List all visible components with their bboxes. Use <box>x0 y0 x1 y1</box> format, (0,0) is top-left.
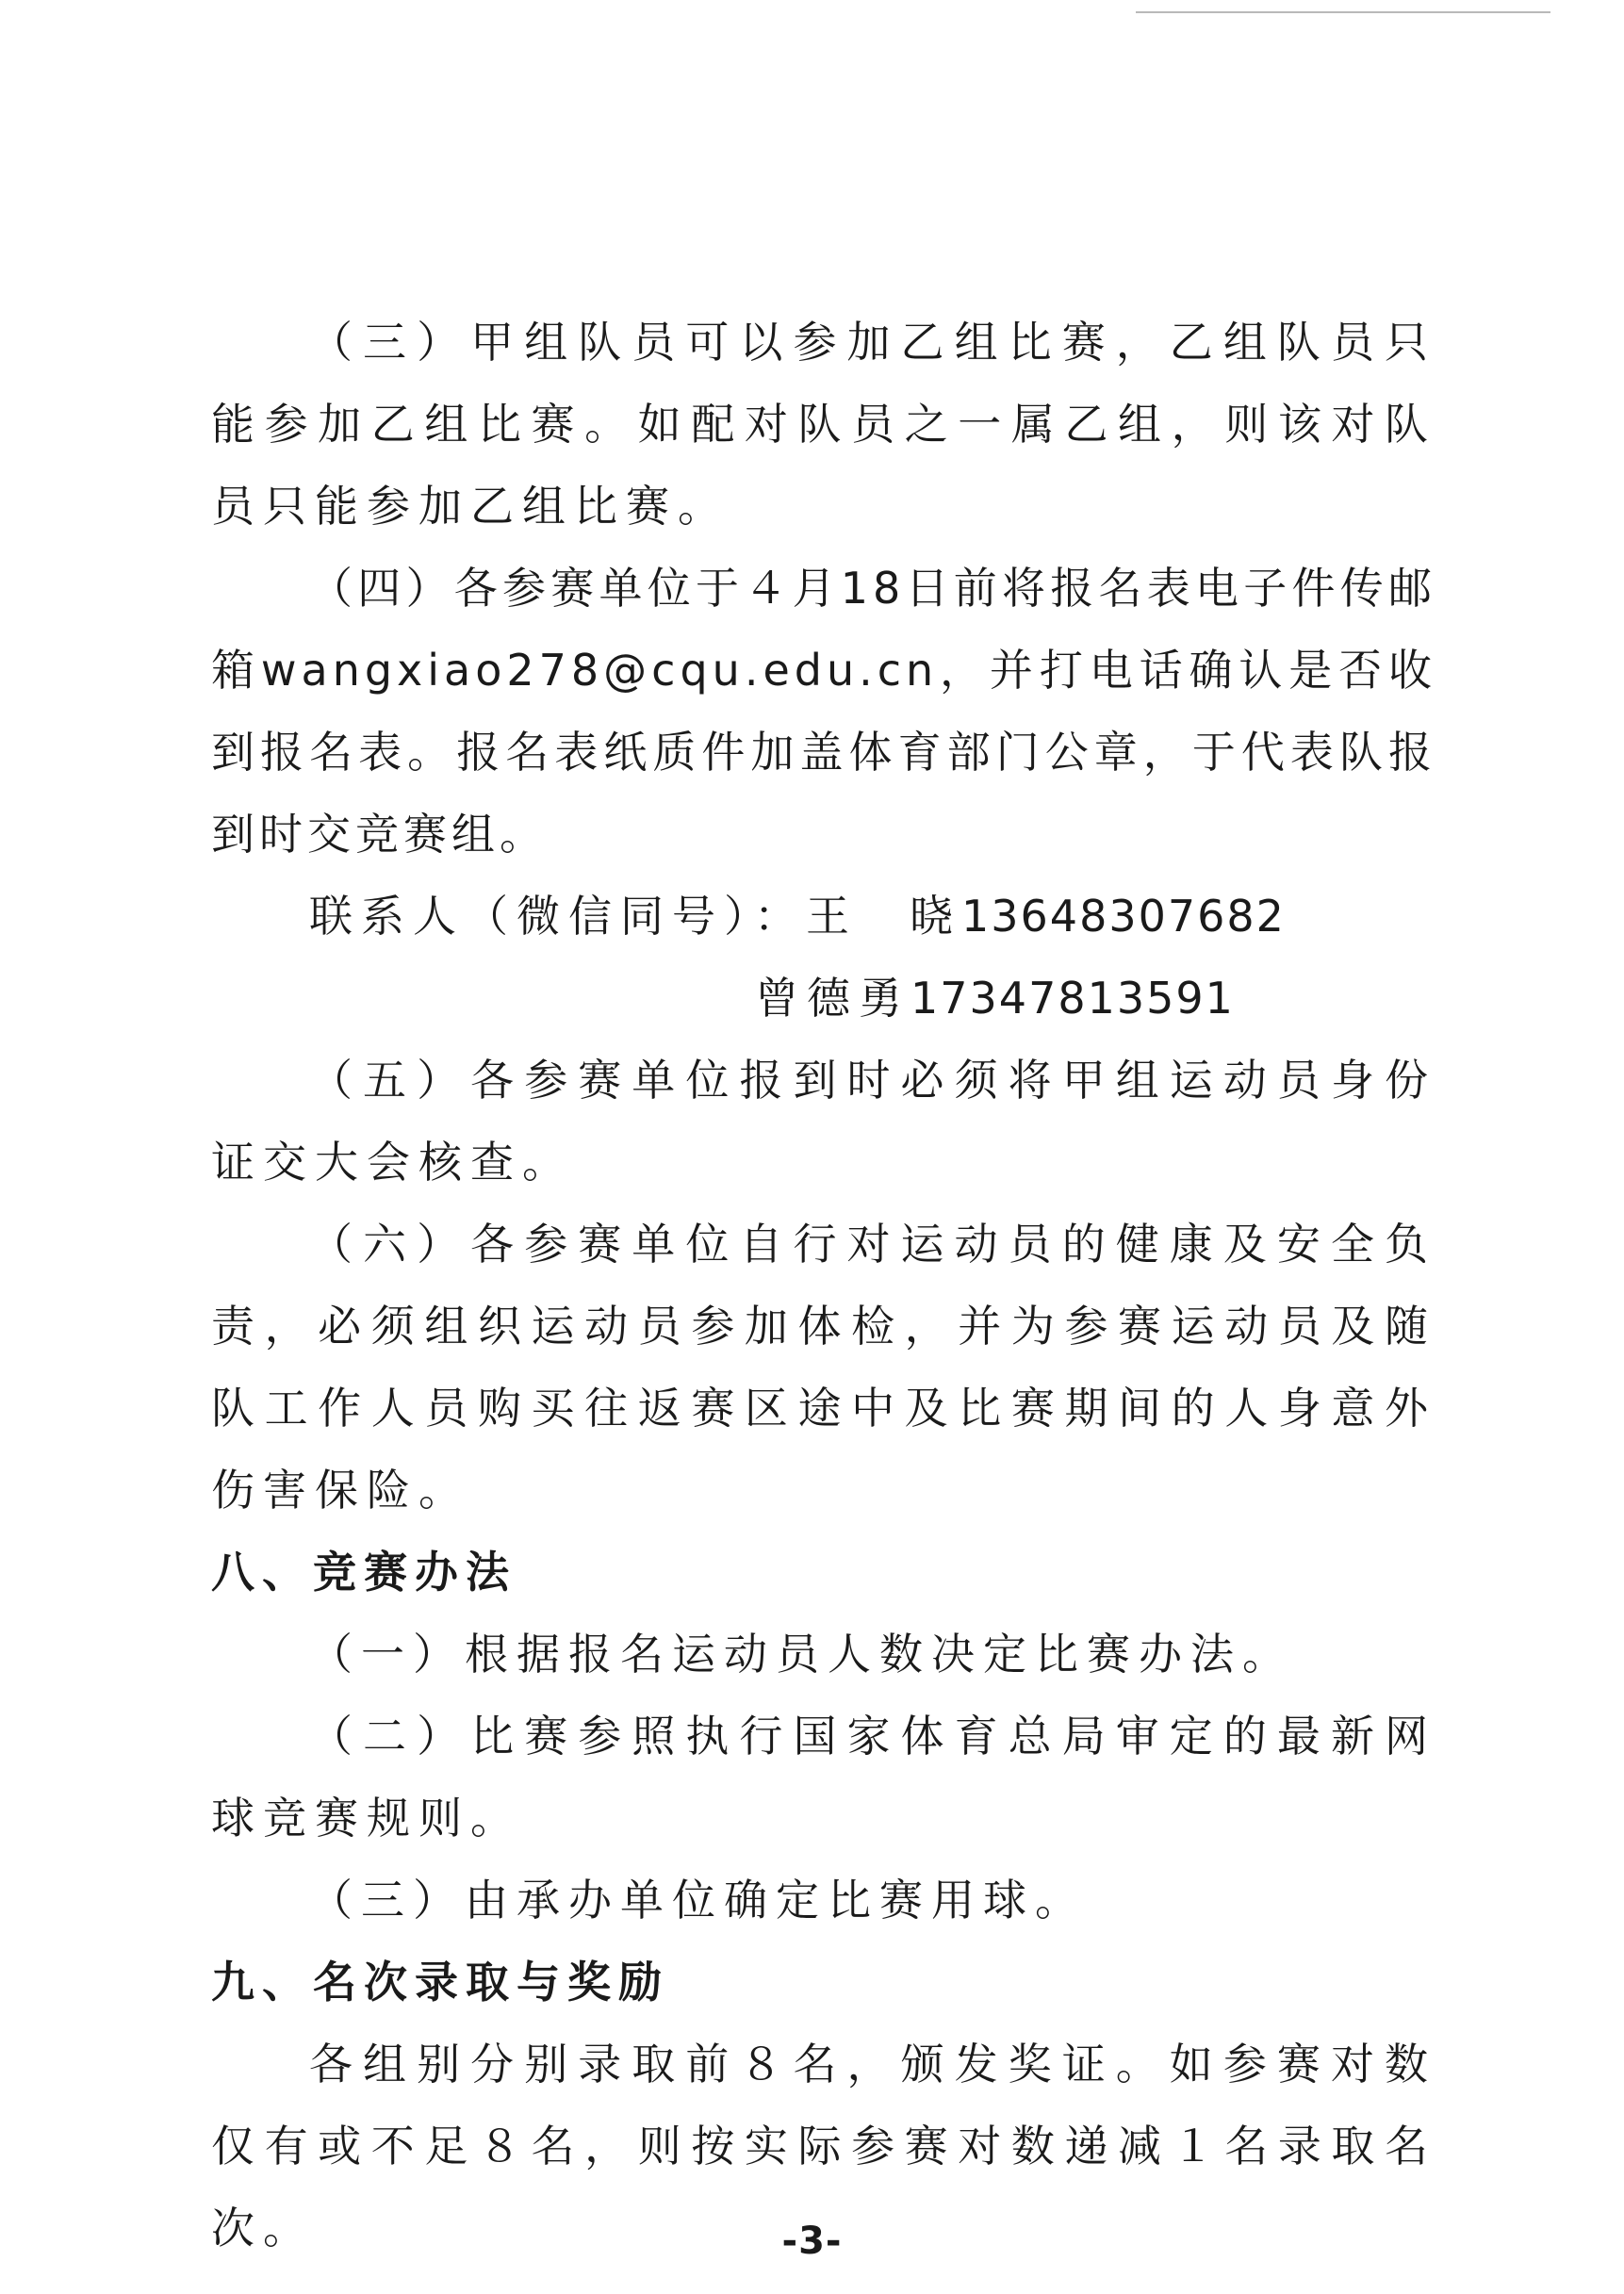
contact-2-phone: 17347813591 <box>910 973 1235 1024</box>
contact-label: 联系人（微信同号）： <box>309 891 806 942</box>
paragraph-registration-rule-6: （六）各参赛单位自行对运动员的健康及安全负责，必须组织运动员参加体检，并为参赛运动员及随队工作人员购买往返赛区途中及比赛期间的人身意外伤害保险。 <box>211 1219 1436 1516</box>
section-8-item-2: （二）比赛参照执行国家体育总局审定的最新网球竞赛规则。 <box>211 1711 1436 1843</box>
section-9-heading: 九、名次录取与奖励 <box>211 1957 669 2007</box>
paragraph-registration-rule-3: （三）甲组队员可以参加乙组比赛，乙组队员只能参加乙组比赛。如配对队员之一属乙组，则该对队员只能参加乙组比赛。 <box>211 317 1436 532</box>
paragraph-registration-rule-4: （四）各参赛单位于４月18日前将报名表电子件传邮箱wangxiao278@cqu.edu.cn，并打电话确认是否收到报名表。报名表纸质件加盖体育部门公章，于代表队报到时交竞赛组。 <box>211 563 1436 860</box>
section-8-item-3: （三）由承办单位确定比赛用球。 <box>309 1875 1087 1925</box>
contact-1-phone: 13648307682 <box>961 891 1286 942</box>
document-body <box>211 302 1436 2269</box>
scan-edge-line <box>1136 11 1550 13</box>
contact-line-1 <box>211 876 1436 958</box>
paragraph-registration-rule-5: （五）各参赛单位报到时必须将甲组运动员身份证交大会核查。 <box>211 1055 1436 1188</box>
section-8-item-1: （一）根据报名运动员人数决定比赛办法。 <box>309 1629 1294 1680</box>
contact-2-name: 曾德勇 <box>755 973 910 1024</box>
section-8-heading: 八、竞赛办法 <box>211 1547 517 1598</box>
contact-line-2 <box>211 958 1436 1040</box>
section-9-text: 各组别分别录取前８名，颁发奖证。如参赛对数仅有或不足８名，则按实际参赛对数递减１名录取名次。 <box>211 2039 1436 2253</box>
contact-1-name: 王 晓 <box>806 891 961 942</box>
page-number: -3- <box>781 2220 843 2263</box>
